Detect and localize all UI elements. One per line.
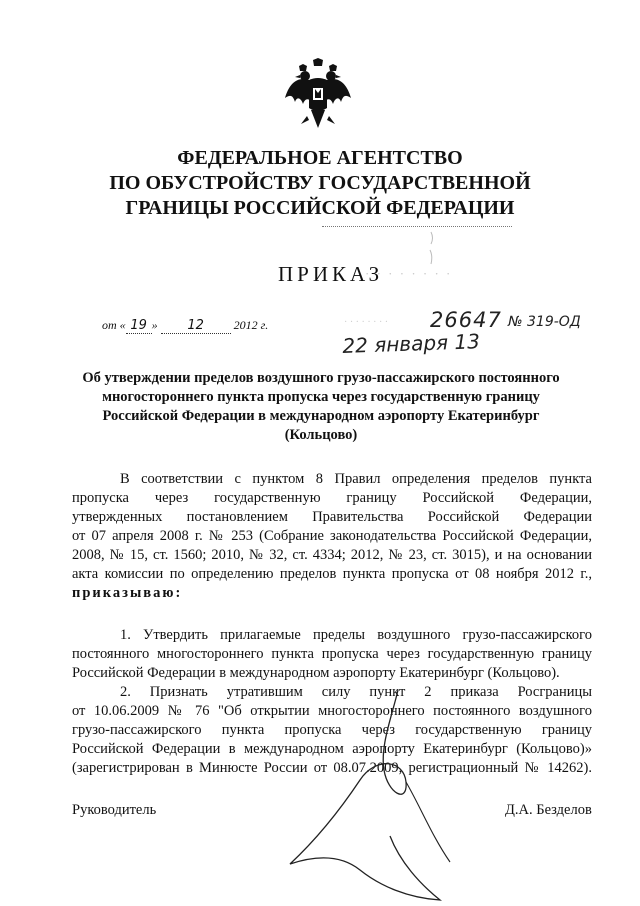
item-1-line: 1. Утвердить прилагаемые пределы воздушного грузо-пассажирского — [120, 627, 592, 643]
registration-date-handwritten: 22 января 13 — [342, 329, 481, 358]
date-prefix: от « — [102, 318, 126, 332]
order-items — [72, 626, 592, 778]
agency-name-line: ПО ОБУСТРОЙСТВУ ГОСУДАРСТВЕННОЙ — [109, 172, 531, 194]
item-2-line: 2. Признать утратившим силу пункт 2 приказа Росграницы — [120, 684, 592, 700]
subject-line: Российской Федерации в международном аэропорту Екатеринбург — [102, 408, 540, 424]
item-2-line: Российской Федерации в международном аэропорту Екатеринбург (Кольцово)» — [72, 741, 592, 757]
item-2-line: (зарегистрирован в Минюсте России от 08.07.2009, регистрационный № 14262). — [72, 760, 592, 776]
order-date — [102, 318, 268, 334]
preamble-line: от 07 апреля 2008 г. № 253 (Собрание законодательства Российской Федерации, — [72, 528, 592, 544]
item-2-line: от 10.06.2009 № 76 "Об открытии многостороннего постоянного воздушного — [72, 703, 592, 719]
item-2-line: грузо-пассажирского пункта пропуска через государственную границу — [72, 722, 592, 738]
agency-name-line: ГРАНИЦЫ РОССИЙСКОЙ ФЕДЕРАЦИИ — [125, 197, 515, 219]
order-subject — [70, 369, 572, 445]
date-month: 12 — [161, 318, 231, 334]
faint-registration-stamp-text: · · · · · · · · — [344, 317, 389, 328]
preamble-line: пропуска через государственную границу Российской Федерации, — [72, 490, 592, 506]
agency-name-line: ФЕДЕРАЛЬНОЕ АГЕНТСТВО — [177, 147, 463, 169]
preamble-line: акта комиссии по определению пределов пункта пропуска от 08 ноября 2012 г., — [72, 566, 592, 582]
faint-registration-stamp: · · · · · · · · — [365, 266, 453, 281]
subject-line: Об утверждении пределов воздушного грузо-пассажирского постоянного — [82, 370, 560, 386]
item-1-line: постоянного многостороннего пункта пропуска через государственную границу — [72, 646, 592, 662]
order-title: ПРИКАЗ — [278, 262, 384, 286]
agency-name — [60, 146, 580, 221]
signer-name: Д.А. Безделов — [505, 802, 592, 818]
order-number-handwritten: № 319-ОД — [508, 314, 581, 330]
signer-title: Руководитель — [72, 802, 157, 818]
preamble-line: 2008, № 15, ст. 1560; 2010, № 32, ст. 4334; 2012, № 23, ст. 3015), и на основании — [72, 547, 592, 563]
header-dotted-rule — [322, 226, 512, 227]
preamble-line: В соответствии с пунктом 8 Правил определения пределов пункта — [120, 471, 592, 487]
preamble-line: утвержденных постановлением Правительства Российской Федерации — [72, 509, 592, 525]
date-day: 19 — [126, 318, 152, 334]
subject-line: многостороннего пункта пропуска через государственную границу — [102, 389, 540, 405]
subject-line: (Кольцово) — [284, 427, 358, 443]
date-separator: » — [151, 318, 158, 332]
double-headed-eagle-emblem-icon — [283, 58, 353, 134]
preamble-paragraph — [72, 470, 592, 603]
faint-pen-mark — [425, 230, 439, 270]
registration-number-handwritten: 26647 — [430, 308, 502, 332]
date-year: 2012 г. — [233, 318, 269, 332]
order-command: приказываю: — [72, 585, 183, 601]
item-1-line: Российской Федерации в международном аэропорту Екатеринбург (Кольцово). — [72, 665, 560, 681]
